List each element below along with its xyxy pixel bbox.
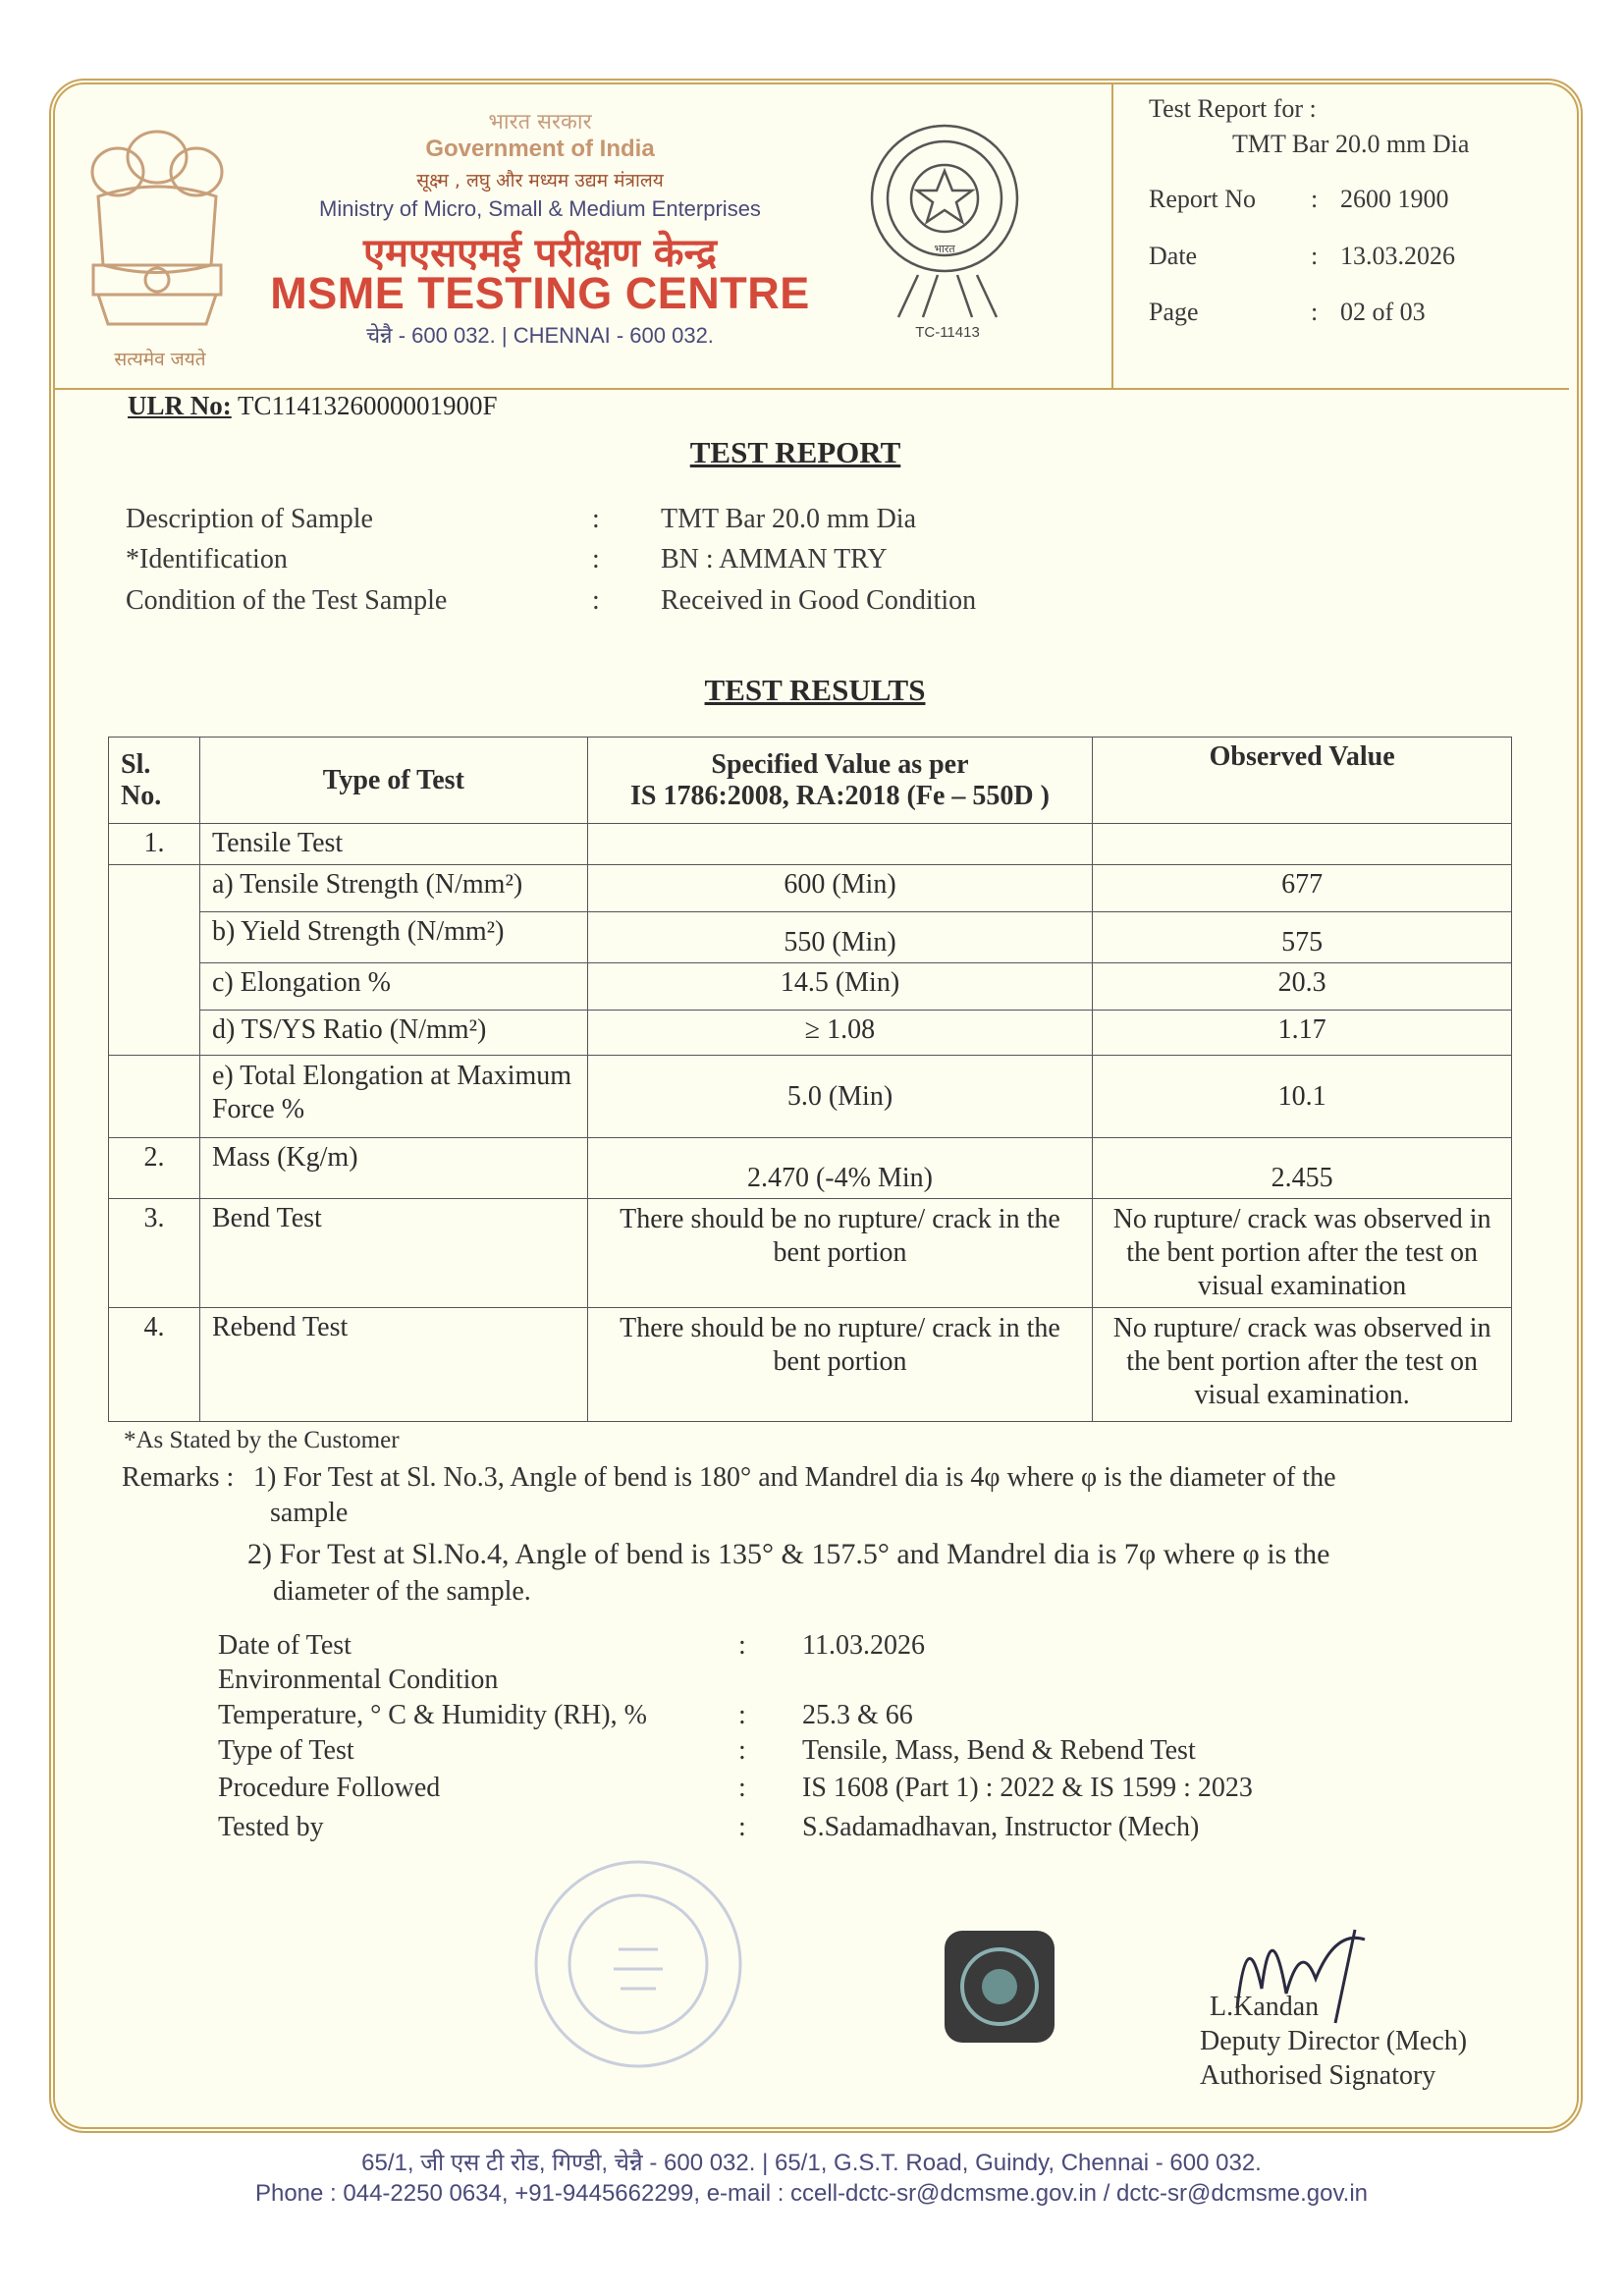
cell-spec: There should be no rupture/ crack in the bent portion [587, 1308, 1093, 1422]
date-row [1149, 242, 1455, 271]
cell-type: d) TS/YS Ratio (N/mm²) [199, 1011, 587, 1056]
sample-label: Condition of the Test Sample [126, 585, 448, 616]
info-label: Temperature, ° C & Humidity (RH), % [218, 1700, 647, 1730]
info-colon: : [738, 1700, 746, 1730]
report-for-label: Test Report for : [1149, 94, 1317, 123]
page-colon: : [1311, 298, 1319, 326]
header-type-of-test: Type of Test [199, 738, 587, 824]
header-sl-no: Sl. No. [109, 738, 200, 824]
report-no-value: 2600 1900 [1340, 185, 1449, 213]
cell-spec: 5.0 (Min) [587, 1056, 1093, 1138]
header-specified-value [587, 738, 1093, 824]
cell-observed: No rupture/ crack was observed in the bent portion after the test on visual examination [1093, 1199, 1512, 1308]
info-row-temperature [218, 1700, 913, 1731]
cell-observed: 20.3 [1093, 963, 1512, 1011]
info-value: 25.3 & 66 [802, 1700, 913, 1730]
table-row [109, 824, 1512, 865]
cell-spec: 2.470 (-4% Min) [587, 1138, 1093, 1199]
page-row [1149, 298, 1426, 327]
remark-2-line1: 2) For Test at Sl.No.4, Angle of bend is 135° & 157.5° and Mandrel dia is 7φ where φ is the [247, 1538, 1330, 1570]
customer-note: *As Stated by the Customer [124, 1427, 400, 1453]
cell-type: c) Elongation % [199, 963, 587, 1011]
info-row-tested-by [218, 1812, 1199, 1843]
header-vertical-divider [1111, 84, 1113, 388]
remarks-label: Remarks : [122, 1462, 235, 1493]
cell-sl: 2. [109, 1138, 200, 1199]
cell-type: Tensile Test [199, 824, 587, 865]
centre-name-hindi: एमएसएमई परीक्षण केन्द्र [362, 231, 718, 276]
info-label: Date of Test [218, 1630, 352, 1661]
info-colon: : [738, 1812, 746, 1842]
cell-observed: 1.17 [1093, 1011, 1512, 1056]
cell-sl: 1. [109, 824, 200, 865]
info-value: S.Sadamadhavan, Instructor (Mech) [802, 1812, 1200, 1842]
report-no-label: Report No [1149, 185, 1257, 213]
sample-row-description [126, 504, 916, 535]
cell-spec: ≥ 1.08 [587, 1011, 1093, 1056]
sample-colon: : [592, 544, 600, 574]
info-label: Tested by [218, 1812, 324, 1842]
header-divider [55, 388, 1569, 390]
cell-spec [587, 824, 1093, 865]
national-emblem-icon [79, 118, 236, 334]
cell-type: a) Tensile Strength (N/mm²) [199, 865, 587, 912]
ulr-label: ULR No: [128, 391, 232, 420]
header-observed-value: Observed Value [1093, 738, 1512, 824]
cell-observed [1093, 824, 1512, 865]
sample-value: TMT Bar 20.0 mm Dia [661, 504, 917, 534]
table-row [109, 865, 1512, 912]
ministry-english: Ministry of Micro, Small & Medium Enterprises [319, 196, 761, 221]
ministry-hindi: सूक्ष्म , लघु और मध्यम उद्यम मंत्रालय [416, 170, 664, 191]
seal-ribbon-icon [884, 273, 1011, 322]
cell-sl: 4. [109, 1308, 200, 1422]
cell-spec: 550 (Min) [587, 912, 1093, 963]
date-value: 13.03.2026 [1340, 242, 1455, 270]
signatory-name: L.Kandan [1210, 1992, 1320, 2022]
table-row [109, 1308, 1512, 1422]
header-address: चेन्नै - 600 032. | CHENNAI - 600 032. [366, 323, 714, 348]
footer-address: 65/1, जी एस टी रोड, गिण्डी, चेन्नै - 600 032. | 65/1, G.S.T. Road, Guindy, Chennai - 600 032. [361, 2150, 1262, 2176]
header-spec-line1: Specified Value as per [711, 748, 969, 780]
government-hindi: भारत सरकार [488, 110, 592, 135]
cell-type: Bend Test [199, 1199, 587, 1308]
accreditation-seal-icon [866, 120, 1023, 277]
info-value: Tensile, Mass, Bend & Rebend Test [802, 1735, 1196, 1766]
table-header-row [109, 738, 1512, 824]
info-row-procedure [218, 1773, 1253, 1804]
date-label: Date [1149, 242, 1198, 270]
ulr-value: TC1141326000001900F [238, 391, 498, 420]
cell-spec: 14.5 (Min) [587, 963, 1093, 1011]
cell-type: Mass (Kg/m) [199, 1138, 587, 1199]
info-colon: : [738, 1735, 746, 1766]
signatory-designation: Deputy Director (Mech) [1200, 2026, 1468, 2056]
info-value: IS 1608 (Part 1) : 2022 & IS 1599 : 2023 [802, 1773, 1253, 1803]
office-stamp-icon [530, 1856, 746, 2072]
info-label: Environmental Condition [218, 1665, 499, 1695]
test-results-title: TEST RESULTS [704, 673, 926, 707]
sample-row-condition [126, 585, 976, 617]
report-for-value: TMT Bar 20.0 mm Dia [1232, 130, 1470, 158]
remark-2-line2: diameter of the sample. [273, 1576, 531, 1607]
cell-observed: No rupture/ crack was observed in the bent portion after the test on visual examination. [1093, 1308, 1512, 1422]
seal-code: TC-11413 [915, 324, 980, 341]
table-row [109, 1056, 1512, 1138]
cell-spec: 600 (Min) [587, 865, 1093, 912]
info-label: Type of Test [218, 1735, 354, 1766]
cell-spec: There should be no rupture/ crack in the bent portion [587, 1199, 1093, 1308]
sample-label: Description of Sample [126, 504, 373, 534]
report-no-row [1149, 185, 1449, 214]
table-row [109, 1011, 1512, 1056]
date-colon: : [1311, 242, 1319, 270]
cell-sl [109, 1056, 200, 1138]
remark-1-line2: sample [270, 1498, 349, 1528]
remark-1-line1: 1) For Test at Sl. No.3, Angle of bend is 180° and Mandrel dia is 4φ where φ is the diameter of the [253, 1462, 1336, 1493]
footer-contact: Phone : 044-2250 0634, +91-9445662299, e-mail : ccell-dctc-sr@dcmsme.gov.in / dctc-sr@dcmsme.gov.in [254, 2180, 1369, 2207]
sample-colon: : [592, 504, 600, 534]
test-results-table [108, 737, 1512, 1422]
emblem-motto: सत्यमेव जयते [114, 349, 206, 370]
header-spec-line2: IS 1786:2008, RA:2018 (Fe – 550D ) [630, 780, 1050, 811]
cell-observed: 575 [1093, 912, 1512, 963]
test-report-title: TEST REPORT [689, 435, 901, 469]
cell-type: e) Total Elongation at Maximum Force % [199, 1056, 587, 1138]
sample-row-identification [126, 544, 888, 575]
cell-type: b) Yield Strength (N/mm²) [199, 912, 587, 963]
government-english: Government of India [425, 136, 655, 162]
page-value: 02 of 03 [1340, 298, 1426, 326]
info-row-date-of-test [218, 1630, 925, 1662]
cell-observed: 2.455 [1093, 1138, 1512, 1199]
cell-sl: 3. [109, 1199, 200, 1308]
table-row [109, 912, 1512, 963]
signatory-role: Authorised Signatory [1200, 2060, 1436, 2091]
table-row [109, 1199, 1512, 1308]
seal-text: भारत [934, 243, 955, 255]
page-label: Page [1149, 298, 1199, 326]
sample-colon: : [592, 585, 600, 616]
info-colon: : [738, 1773, 746, 1803]
table-row [109, 1138, 1512, 1199]
report-no-colon: : [1311, 185, 1319, 213]
hologram-seal-icon [941, 1927, 1058, 2047]
table-row [109, 963, 1512, 1011]
info-label: Procedure Followed [218, 1773, 441, 1803]
info-row-environment [218, 1665, 802, 1696]
sample-value: BN : AMMAN TRY [661, 544, 888, 574]
cell-sl [109, 865, 200, 1056]
centre-name-english: MSME TESTING CENTRE [270, 268, 810, 318]
cell-observed: 677 [1093, 865, 1512, 912]
sample-label: *Identification [126, 544, 288, 574]
sample-value: Received in Good Condition [661, 585, 977, 616]
info-value: 11.03.2026 [802, 1630, 925, 1661]
ulr-number [128, 391, 498, 421]
info-row-type-of-test [218, 1735, 1196, 1767]
info-colon: : [738, 1630, 746, 1661]
cell-type: Rebend Test [199, 1308, 587, 1422]
cell-observed: 10.1 [1093, 1056, 1512, 1138]
